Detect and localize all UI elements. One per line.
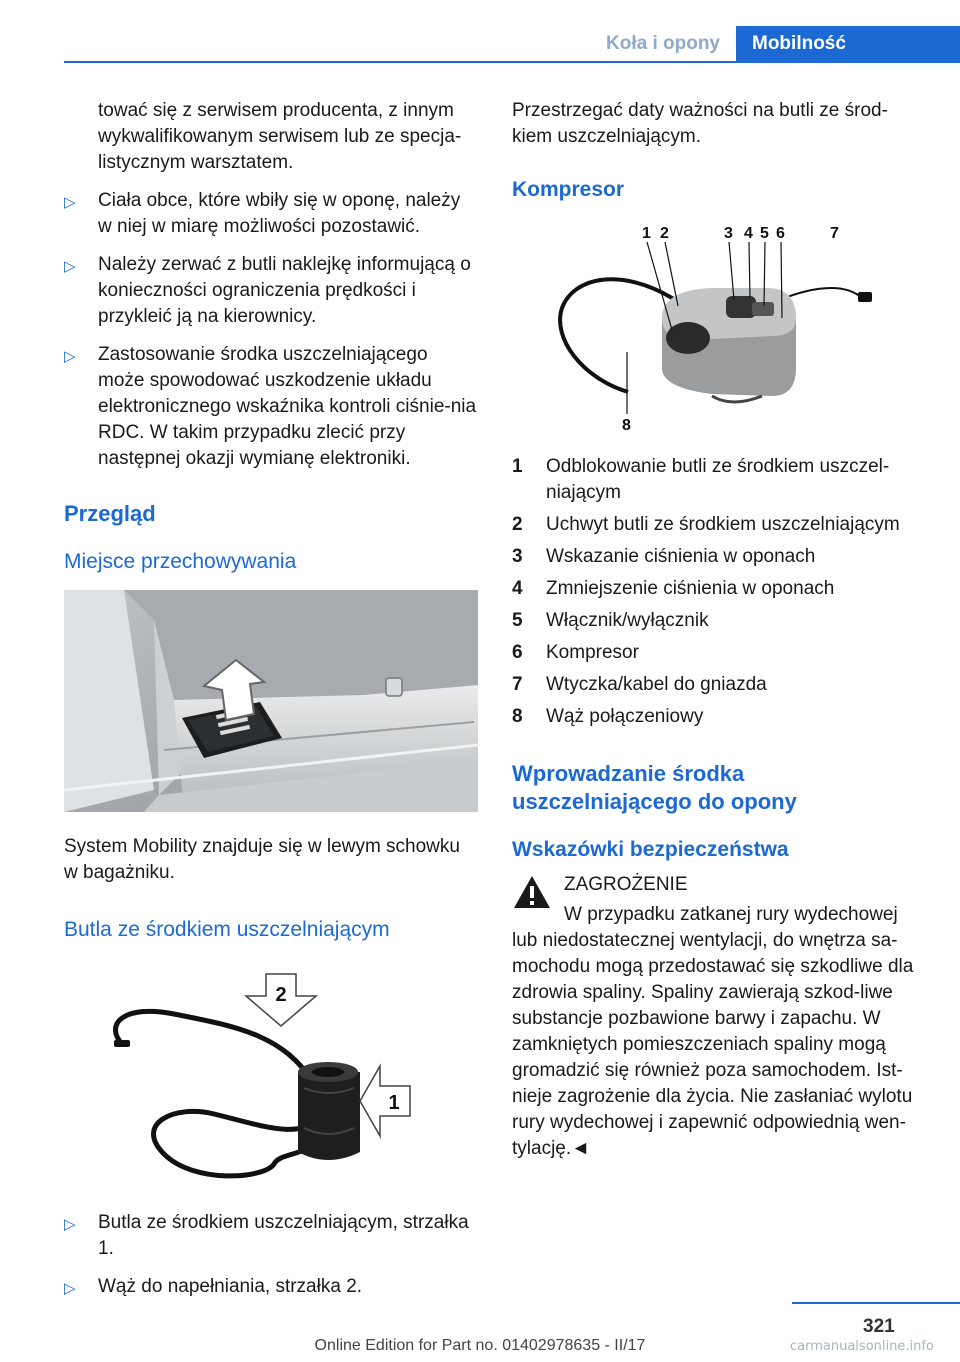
compressor-label-1: 1	[642, 225, 651, 242]
legend-item	[512, 672, 926, 698]
watermark: carmanualsonline.info	[790, 1339, 934, 1354]
triangle-bullet-icon: ▷	[64, 194, 76, 211]
legend-item	[512, 454, 926, 506]
legend-item	[512, 576, 926, 602]
compressor-label-7: 7	[830, 225, 839, 242]
legend-number: 4	[512, 578, 523, 599]
triangle-bullet-icon: ▷	[64, 258, 76, 275]
continued-paragraph: tować się z serwisem producenta, z innym wykwalifikowanym serwisem lub ze specja-listycznym warsztatem.	[98, 100, 462, 173]
legend-text: Odblokowanie butli ze środkiem uszczel-niającym	[546, 456, 890, 503]
legend-text: Włącznik/wyłącznik	[546, 610, 709, 631]
list-item-text: Wąż do napełniania, strzałka 2.	[98, 1276, 363, 1297]
warning-title: ZAGROŻENIE	[564, 874, 688, 895]
legend-number: 2	[512, 514, 523, 535]
list-item	[64, 1274, 478, 1300]
compressor-figure	[512, 218, 926, 438]
list-item-text: Ciała obce, które wbiły się w oponę, należy w niej w miarę możliwości pozostawić.	[98, 190, 461, 237]
trunk-storage-photo	[64, 590, 478, 812]
triangle-bullet-icon: ▷	[64, 1280, 76, 1297]
edition-footer: Online Edition for Part no. 01402978635 - II/17	[314, 1337, 646, 1354]
tab-kola-i-opony[interactable]: Koła i opony	[606, 33, 720, 54]
list-item	[64, 342, 478, 472]
heading-wskazowki: Wskazówki bezpieczeństwa	[512, 838, 789, 861]
heading-wprowadzanie: Wprowadzanie środka uszczelniającego do opony	[512, 761, 797, 814]
expiry-paragraph: Przestrzegać daty ważności na butli ze środ-kiem uszczelniającym.	[512, 100, 888, 147]
footer-rule	[792, 1302, 960, 1304]
right-column	[512, 98, 926, 1162]
warning-triangle-icon	[512, 874, 552, 910]
triangle-bullet-icon: ▷	[64, 1216, 76, 1233]
danger-warning	[512, 872, 926, 898]
storage-description: System Mobility znajduje się w lewym schowku w bagażniku.	[64, 836, 460, 883]
heading-kompresor: Kompresor	[512, 178, 625, 201]
legend-item	[512, 608, 926, 634]
legend-text: Wtyczka/kabel do gniazda	[546, 674, 767, 695]
list-item	[64, 252, 478, 330]
legend-number: 8	[512, 706, 523, 727]
legend-item	[512, 512, 926, 538]
legend-number: 1	[512, 456, 523, 477]
compressor-label-5: 5	[760, 225, 769, 242]
legend-item	[512, 640, 926, 666]
legend-text: Zmniejszenie ciśnienia w oponach	[546, 578, 835, 599]
legend-number: 6	[512, 642, 523, 663]
legend-number: 7	[512, 674, 523, 695]
heading-miejsce-przechowywania: Miejsce przechowywania	[64, 550, 297, 573]
compressor-label-3: 3	[724, 225, 733, 242]
list-item-text: Zastosowanie środka uszczelniającego może spowodować uszkodzenie układu elektronicznego wskaźnika kontroli ciśnie-nia RDC. W takim przypadku zlecić przy następnej okazji wymianę elektroniki.	[98, 344, 477, 469]
warning-text: W przypadku zatkanej rury wydechowej lub niedostatecznej wentylacji, do wnętrza sa-mochodu mogą przedostawać się szkodliwe dla zdrowia spaliny. Spaliny zawierają szkod-liwe substancje pozbawione barwy i zapachu. W zamkniętych pomieszczeniach spaliny mogą gromadzić się również poza samochodem. Ist-nieje zagrożenie dla życia. Nie zasłaniać wylotu rury wydechowej i zapewnić odpowiednią wen-tylację.◄	[512, 904, 914, 1159]
heading-przeglad: Przegląd	[64, 501, 156, 526]
legend-number: 3	[512, 546, 523, 567]
figure-label-2: 2	[275, 984, 287, 1006]
sealant-bottle-figure	[64, 964, 478, 1194]
triangle-bullet-icon: ▷	[64, 348, 76, 365]
legend-text: Uchwyt butli ze środkiem uszczelniającym	[546, 514, 900, 535]
compressor-label-4: 4	[744, 225, 753, 242]
compressor-label-6: 6	[776, 225, 785, 242]
legend-item	[512, 544, 926, 570]
tab-mobilnosc[interactable]: Mobilność	[736, 26, 960, 61]
legend-number: 5	[512, 610, 523, 631]
compressor-label-8: 8	[622, 417, 631, 434]
list-item	[64, 188, 478, 240]
legend-text: Wąż połączeniowy	[546, 706, 704, 727]
list-item	[64, 1210, 478, 1262]
list-item-text: Należy zerwać z butli naklejkę informującą o konieczności ograniczenia prędkości i przykleić ją na kierownicy.	[98, 254, 471, 327]
legend-item	[512, 704, 926, 730]
heading-butla: Butla ze środkiem uszczelniającym	[64, 918, 390, 941]
page-number: 321	[863, 1316, 895, 1337]
legend-text: Wskazanie ciśnienia w oponach	[546, 546, 816, 567]
compressor-legend	[512, 454, 926, 730]
figure-label-1: 1	[388, 1092, 400, 1114]
header-rule	[64, 61, 960, 63]
legend-text: Kompresor	[546, 642, 639, 663]
compressor-label-2: 2	[660, 225, 669, 242]
left-column	[64, 98, 478, 1300]
list-item-text: Butla ze środkiem uszczelniającym, strzałka 1.	[98, 1212, 469, 1259]
